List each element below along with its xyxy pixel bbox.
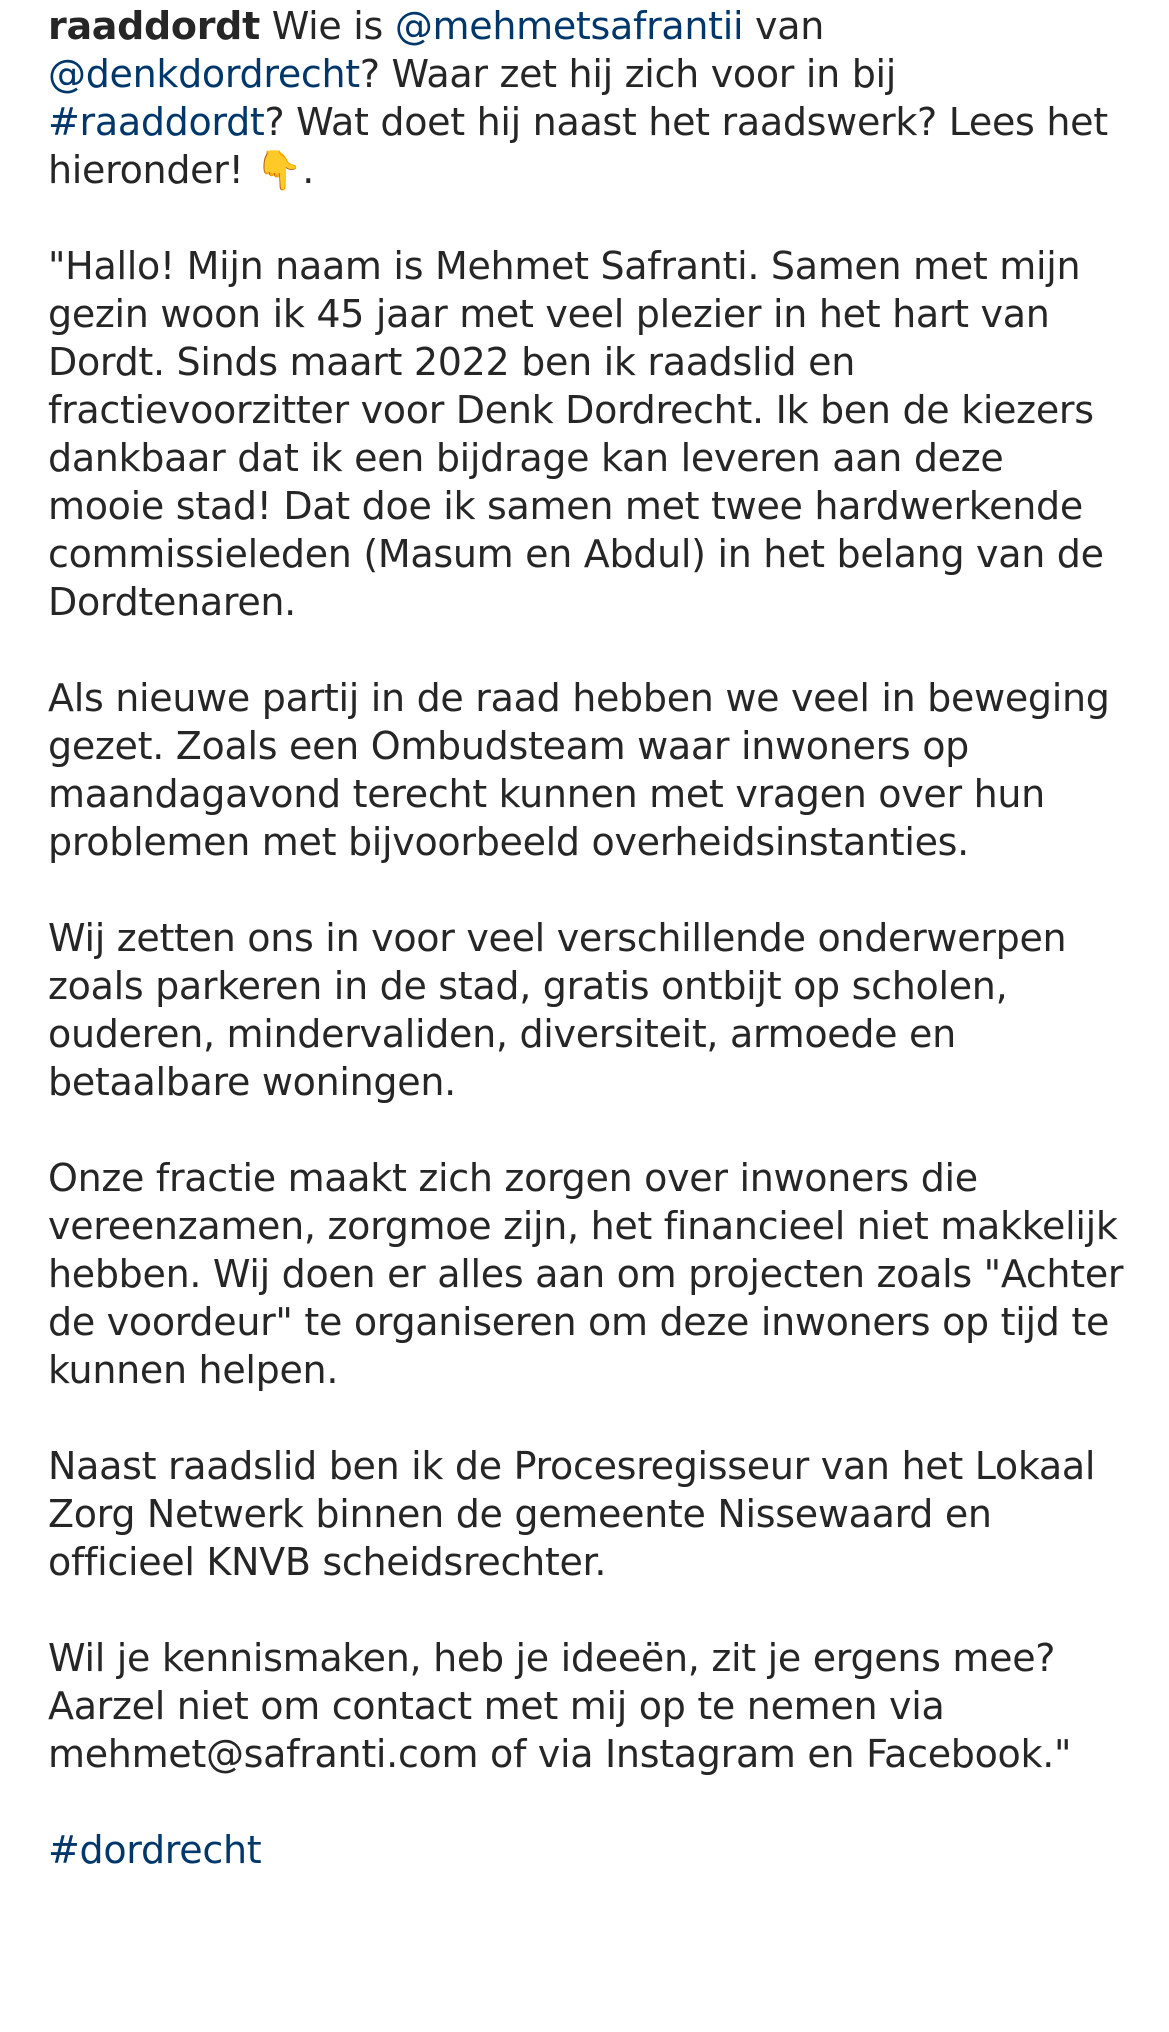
caption-intro [48, 2, 1128, 194]
hashtag-dordrecht[interactable]: #dordrecht [48, 1828, 262, 1872]
username-link[interactable]: raaddordt [48, 4, 260, 48]
intro-text-2: van [743, 4, 825, 48]
intro-text-4: ? Wat doet hij naast het raadswerk? Lees het hieronder! [48, 100, 1108, 192]
caption-paragraph-3: Wij zetten ons in voor veel verschillende onderwerpen zoals parkeren in de stad, gratis ontbijt op scholen, ouderen, mindervaliden, diversiteit, armoede en betaalbare woningen. [48, 916, 1067, 1104]
caption-paragraph-1: "Hallo! Mijn naam is Mehmet Safranti. Samen met mijn gezin woon ik 45 jaar met veel plezier in het hart van Dordt. Sinds maart 2022 ben ik raadslid en fractievoorzitter voor Denk Dordrecht. Ik ben de kiezers dankbaar dat ik een bijdrage kan leveren aan deze mooie stad! Dat doe ik samen met twee hardwerkende commissieleden (Masum en Abdul) in het belang van de Dordtenaren. [48, 244, 1104, 624]
post-caption [48, 2, 1128, 1922]
mention-denkdordrecht[interactable]: @denkdordrecht [48, 52, 360, 96]
caption-paragraph-4: Onze fractie maakt zich zorgen over inwoners die vereenzamen, zorgmoe zijn, het financieel niet makkelijk hebben. Wij doen er alles aan om projecten zoals "Achter de voordeur" te organiseren om deze inwoners op tijd te kunnen helpen. [48, 1156, 1124, 1392]
caption-paragraph-6: Wil je kennismaken, heb je ideeën, zit je ergens mee? Aarzel niet om contact met mij op te nemen via mehmet@safranti.com of via Instagram en Facebook." [48, 1636, 1072, 1776]
caption-paragraph-2: Als nieuwe partij in de raad hebben we veel in beweging gezet. Zoals een Ombudsteam waar inwoners op maandagavond terecht kunnen met vragen over hun problemen met bijvoorbeeld overheidsinstanties. [48, 676, 1110, 864]
mention-mehmetsafrantii[interactable]: @mehmetsafrantii [394, 4, 744, 48]
hashtag-raaddordt[interactable]: #raaddordt [48, 100, 265, 144]
intro-text-3: ? Waar zet hij zich voor in bij [359, 52, 897, 96]
pointing-down-emoji-icon: 👇 [255, 148, 303, 192]
caption-paragraph-5: Naast raadslid ben ik de Procesregisseur van het Lokaal Zorg Netwerk binnen de gemeente Nissewaard en officieel KNVB scheidsrechter. [48, 1444, 1096, 1584]
intro-text-5: . [302, 148, 315, 192]
caption-hashtags [48, 1826, 1128, 1874]
intro-text-1: Wie is [271, 4, 395, 48]
